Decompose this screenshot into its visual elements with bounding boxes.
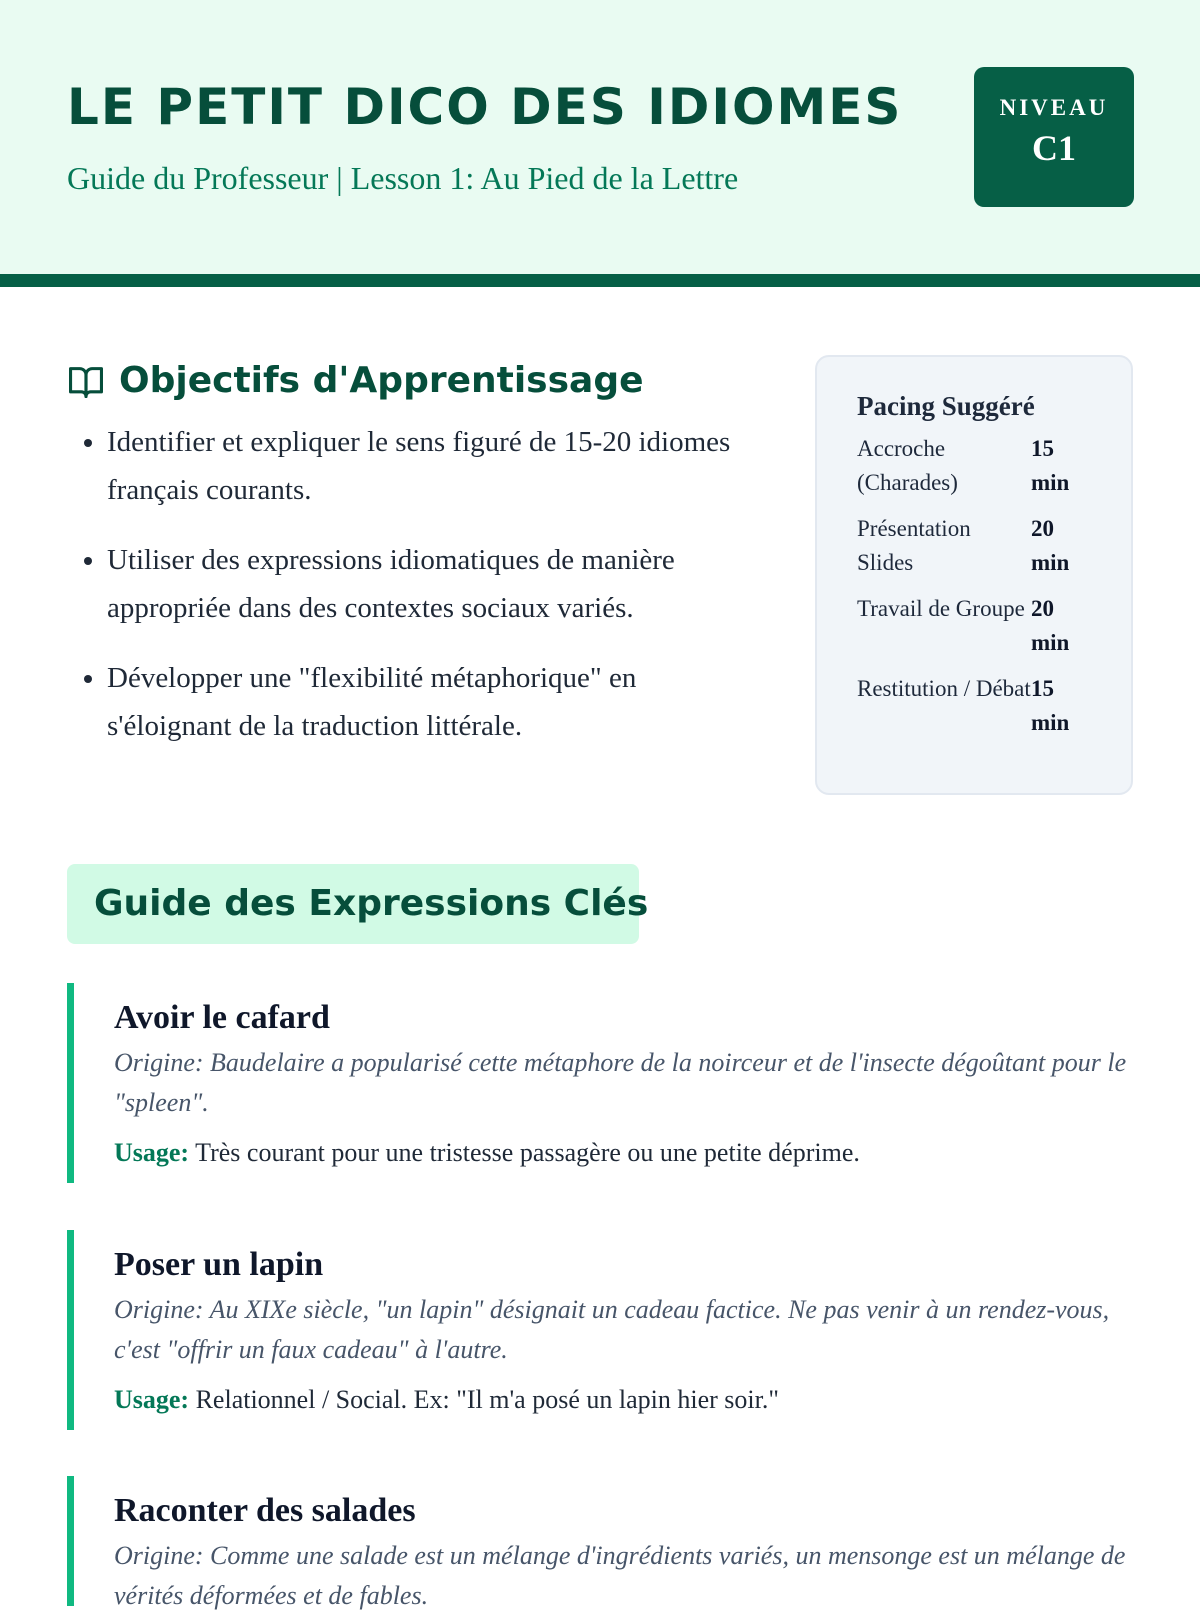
objectives-heading-text: Objectifs d'Apprentissage — [119, 360, 644, 401]
expression-origin: Origine: Baudelaire a popularisé cette métaphore de la noirceur et de l'insecte dégoûtant pour le "spleen". — [114, 1048, 1127, 1117]
pacing-box — [815, 355, 1133, 795]
expression-usage — [114, 1135, 1137, 1171]
expression-card — [67, 1230, 1137, 1430]
usage-label: Usage: — [114, 1138, 190, 1167]
pacing-activity: Accroche (Charades) — [857, 436, 958, 495]
objective-item: • Identifier et expliquer le sens figuré de 15-20 idiomes français courants. — [107, 418, 767, 514]
page-header — [0, 0, 1200, 287]
level-label: NIVEAU — [999, 95, 1109, 120]
pacing-row — [857, 672, 1131, 740]
expressions-heading: Guide des Expressions Clés — [67, 864, 639, 944]
expression-card — [67, 1476, 1137, 1610]
usage-label: Usage: — [114, 1385, 190, 1414]
page-title: LE PETIT DICO DES IDIOMES — [67, 78, 903, 136]
pacing-title: Pacing Suggéré — [857, 391, 1035, 421]
expression-usage — [114, 1382, 1137, 1418]
objectives-heading — [67, 350, 767, 412]
objective-item: • Développer une "flexibilité métaphorique" en s'éloignant de la traduction littérale. — [107, 654, 767, 750]
pacing-duration: 20 min — [1031, 596, 1070, 655]
expression-card — [67, 983, 1137, 1183]
pacing-duration: 15 min — [1031, 676, 1070, 735]
expression-title: Raconter des salades — [114, 1492, 416, 1529]
level-value: C1 — [1032, 128, 1076, 168]
page-subtitle: Guide du Professeur | Lesson 1: Au Pied de la Lettre — [67, 160, 739, 196]
pacing-duration: 15 min — [1031, 436, 1070, 495]
pacing-row — [857, 432, 1131, 500]
objectives-list — [67, 418, 767, 750]
pacing-activity: Présentation Slides — [857, 516, 971, 575]
expression-title: Avoir le cafard — [114, 999, 330, 1036]
usage-text: Très courant pour une tristesse passagère ou une petite déprime. — [195, 1138, 860, 1167]
pacing-row — [857, 512, 1131, 580]
pacing-duration: 20 min — [1031, 516, 1070, 575]
level-badge — [974, 67, 1134, 207]
pacing-activity: Travail de Groupe — [857, 596, 1025, 621]
objective-item: • Utiliser des expressions idiomatiques de manière appropriée dans des contextes sociaux variés. — [107, 536, 767, 632]
pacing-row — [857, 592, 1131, 660]
expression-title: Poser un lapin — [114, 1246, 324, 1283]
expression-origin: Origine: Comme une salade est un mélange d'ingrédients variés, un mensonge est un mélange de vérités déformées et de fables. — [114, 1541, 1126, 1610]
pacing-activity: Restitution / Débat — [857, 676, 1031, 701]
usage-text: Relationnel / Social. Ex: "Il m'a posé un lapin hier soir." — [195, 1385, 779, 1414]
objectives-section — [67, 350, 767, 772]
open-book-icon — [67, 364, 105, 398]
expression-origin: Origine: Au XIXe siècle, "un lapin" désignait un cadeau factice. Ne pas venir à un rendez-vous, c'est "offrir un faux cadeau" à l'autre. — [114, 1295, 1110, 1364]
